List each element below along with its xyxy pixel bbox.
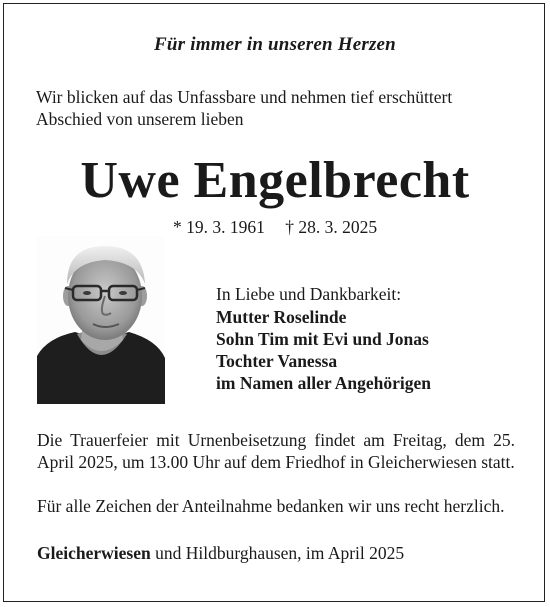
birth-date: * 19. 3. 1961 — [172, 217, 265, 237]
family-member: Sohn Tim mit Evi und Jonas — [216, 329, 429, 349]
thanks-line: In Liebe und Dankbarkeit: — [216, 284, 402, 304]
motto-heading: Für immer in unseren Herzen — [154, 34, 396, 55]
closing-thanks: Für alle Zeichen der Anteilnahme bedanken wir uns recht herzlich. — [37, 496, 505, 516]
place-and-date — [37, 542, 404, 564]
portrait-illustration — [37, 236, 165, 404]
place-rest: und Hildburghausen, im April 2025 — [150, 543, 405, 563]
life-dates — [0, 217, 550, 238]
place-primary: Gleicherwiesen — [37, 543, 151, 563]
death-date: † 28. 3. 2025 — [285, 217, 378, 237]
intro-text: Wir blicken auf das Unfassbare und nehmen tief erschüttert Abschied von unserem lieben — [36, 87, 453, 129]
family-member: Mutter Roselinde — [216, 307, 347, 327]
family-member: Tochter Vanessa — [216, 351, 338, 371]
family-list — [216, 306, 431, 394]
portrait-photo — [37, 236, 165, 404]
deceased-name: Uwe Engelbrecht — [80, 152, 470, 209]
family-member: im Namen aller Angehörigen — [216, 373, 432, 393]
funeral-info: Die Trauerfeier mit Urnenbeisetzung findet am Freitag, dem 25. April 2025, um 13.00 Uhr auf dem Friedhof in Gleicherwiesen statt. — [37, 430, 515, 472]
